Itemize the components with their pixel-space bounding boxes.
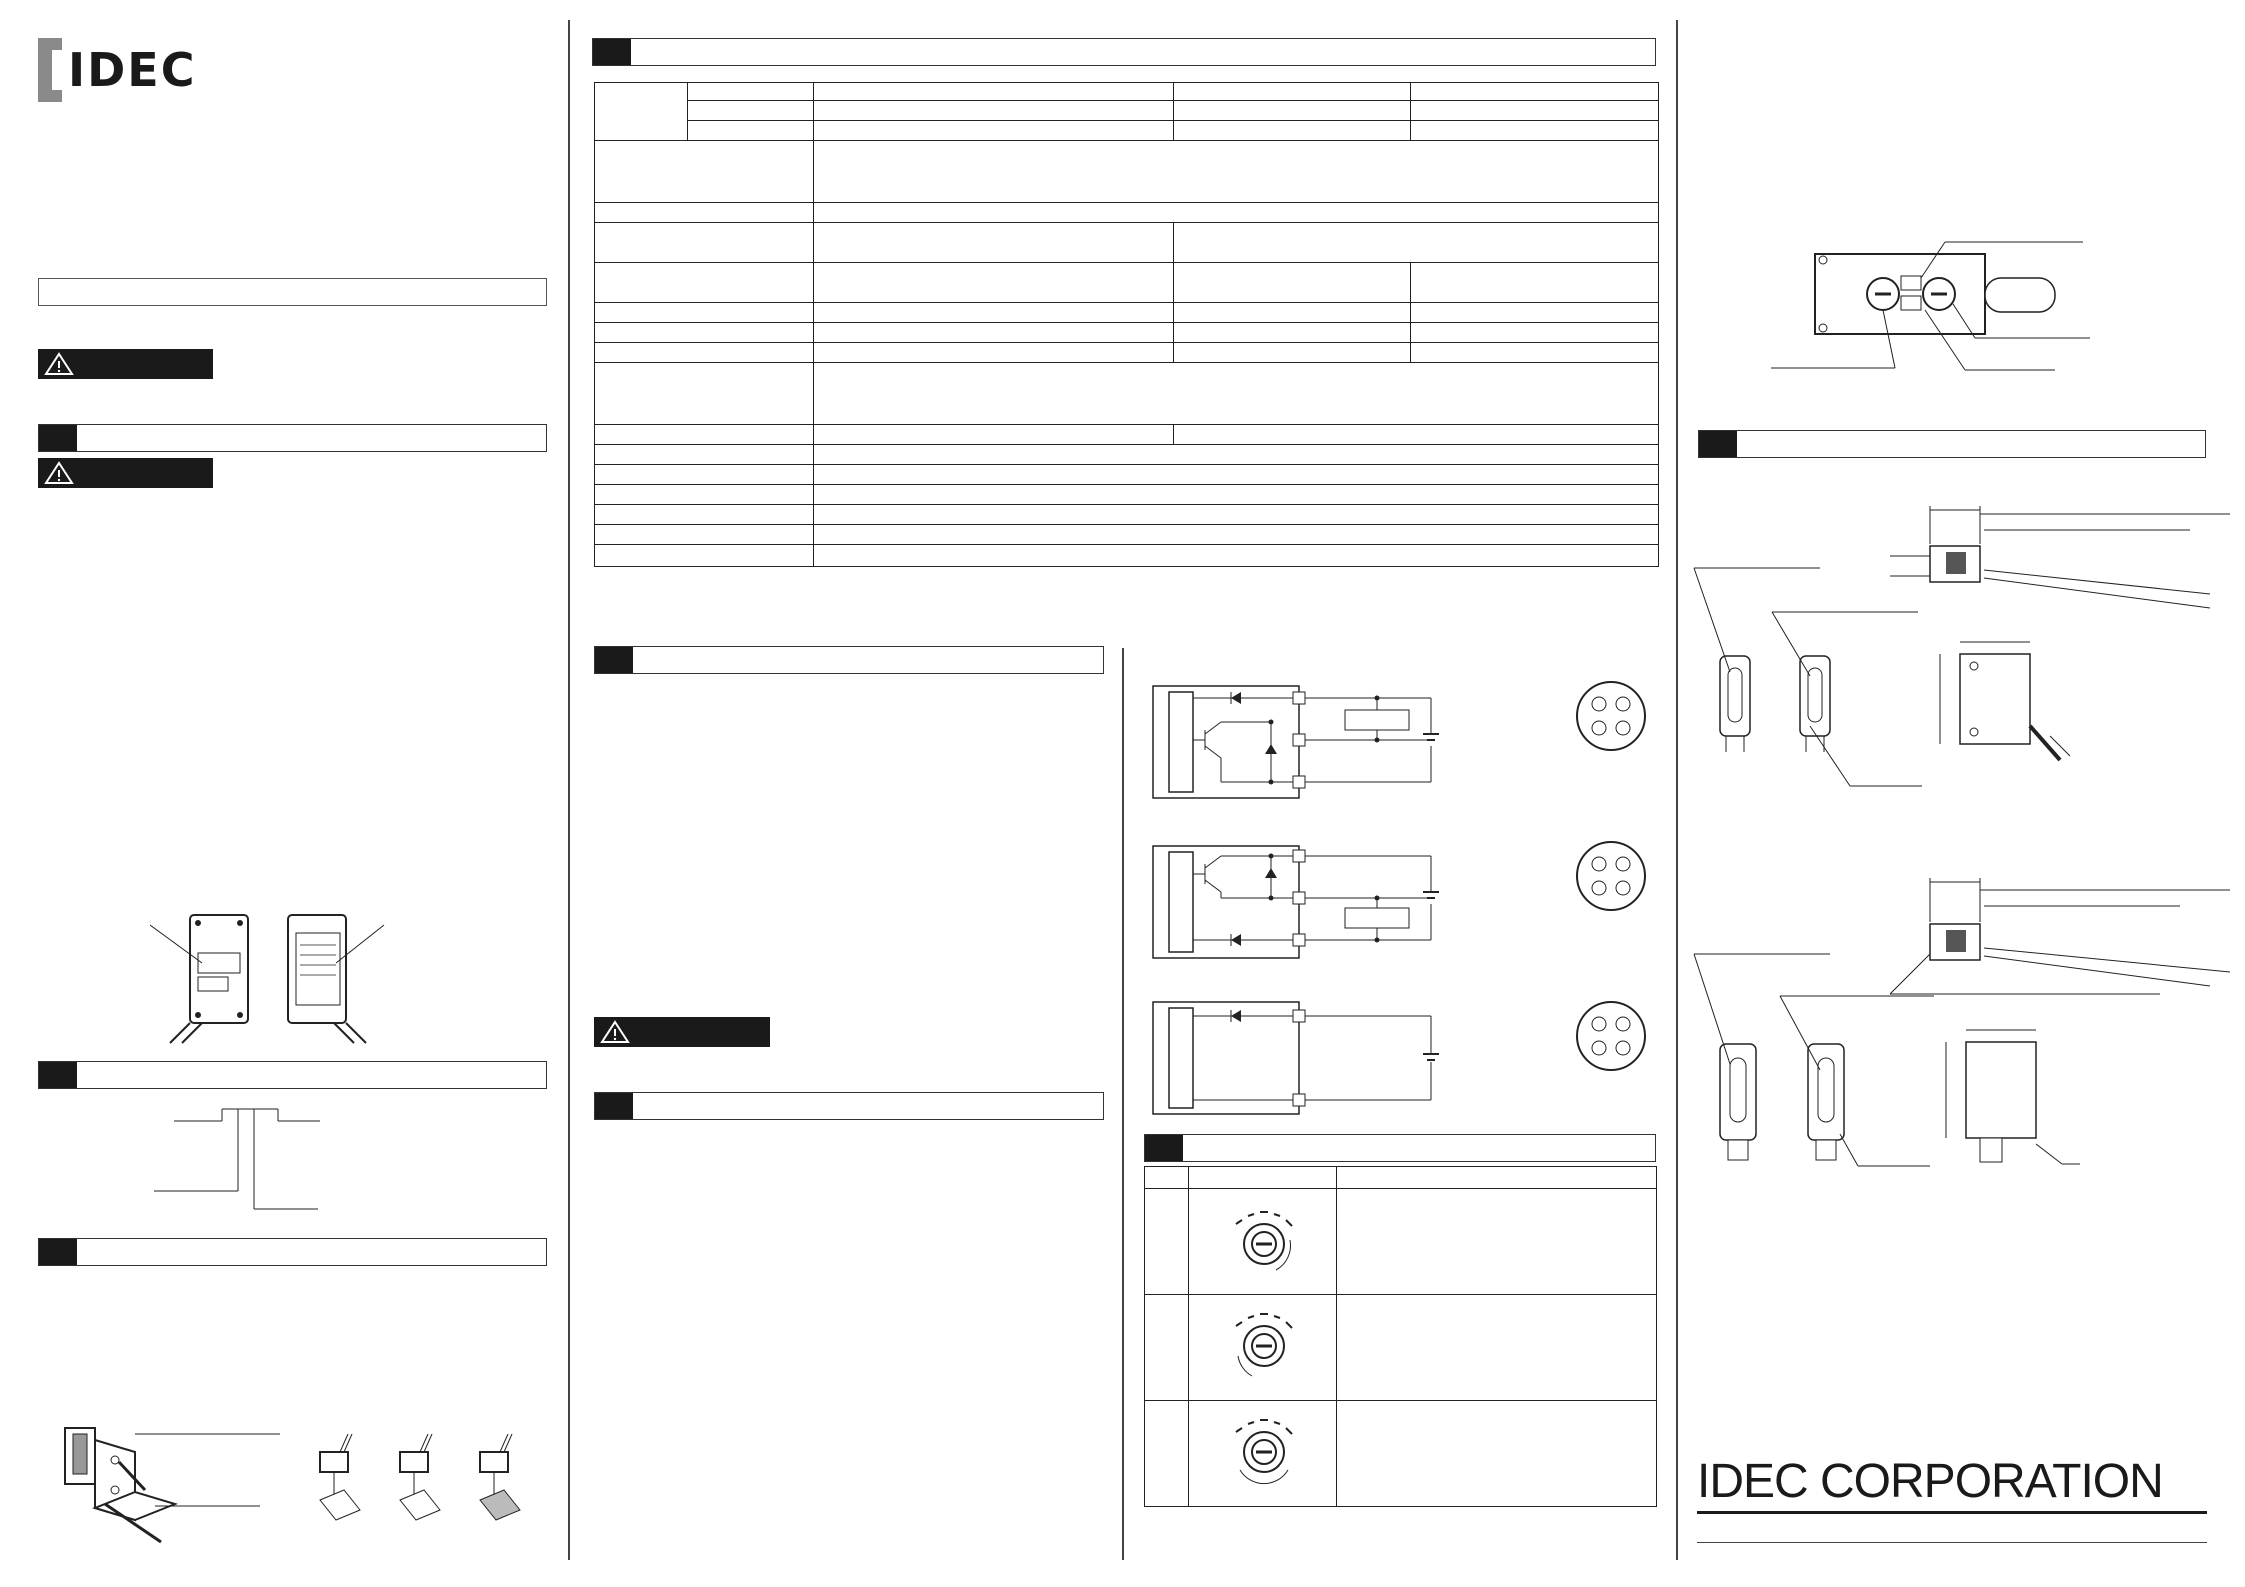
adj-cell: [1189, 1167, 1337, 1189]
spec-cell: [814, 263, 1174, 303]
spec-cell: [595, 505, 814, 525]
column-divider-3: [1676, 20, 1678, 1560]
warning-banner-1: [38, 349, 213, 379]
section-bar-precautions: [594, 1092, 1104, 1120]
section-bar-safety: [38, 424, 547, 452]
column-divider-2: [1122, 648, 1124, 1560]
spec-cell: [595, 223, 814, 263]
brand-logo: [38, 38, 196, 102]
adj-cell: [1337, 1295, 1657, 1401]
spec-cell: [1174, 121, 1411, 141]
wiring-diagram-emitter: [1145, 998, 1665, 1118]
corporation-footer: [1697, 1454, 2207, 1543]
warning-triangle-icon: [44, 352, 74, 376]
spec-cell: [1174, 101, 1411, 121]
spec-cell: [814, 323, 1174, 343]
warning-banner-2: [38, 458, 213, 488]
spec-cell: [814, 343, 1174, 363]
spec-cell: [1174, 303, 1411, 323]
section-bar-adjustment: [1144, 1134, 1656, 1162]
section-bar-specifications: [592, 38, 1656, 66]
corporation-subrule: [1697, 1542, 2207, 1543]
spec-cell: [814, 303, 1174, 323]
section-bar-notes: [594, 646, 1104, 674]
spec-cell: [1174, 425, 1659, 445]
spec-cell: [1174, 263, 1411, 303]
spec-cell: [814, 505, 1659, 525]
adj-cell: [1337, 1167, 1657, 1189]
adj-cell: [1189, 1401, 1337, 1507]
corporation-rule: [1697, 1511, 2207, 1514]
section-bar-installation: [38, 1238, 547, 1266]
dial-icon: [1190, 1296, 1338, 1394]
adjustment-table: [1144, 1166, 1657, 1507]
spec-cell: [1411, 83, 1659, 101]
detection-examples-illustration: [310, 1430, 540, 1530]
adj-cell: [1189, 1189, 1337, 1295]
spec-cell: [814, 545, 1659, 567]
specifications-table: [594, 82, 1659, 567]
spec-cell: [814, 465, 1659, 485]
spec-cell: [595, 303, 814, 323]
spec-cell: [595, 263, 814, 303]
spec-cell: [814, 363, 1659, 425]
spec-cell: [814, 141, 1659, 203]
example-2: [400, 1434, 440, 1520]
column-divider-1: [568, 20, 570, 1560]
spec-cell: [595, 343, 814, 363]
spec-cell: [814, 203, 1659, 223]
mounting-bracket-illustration: [55, 1420, 295, 1550]
dial-icon: [1190, 1190, 1338, 1288]
adj-cell: [1145, 1401, 1189, 1507]
spec-cell: [595, 445, 814, 465]
spec-cell: [688, 121, 814, 141]
dimension-drawing-set-2: [1690, 864, 2230, 1194]
dimension-drawing-set-1: [1690, 486, 2230, 796]
spec-cell: [595, 323, 814, 343]
section-bar-dimensions: [1698, 430, 2206, 458]
section-bar-model: [38, 1061, 547, 1089]
corporation-name: IDEC CORPORATION: [1697, 1455, 2163, 1508]
adj-cell: [1145, 1167, 1189, 1189]
spec-cell: [595, 485, 814, 505]
spec-cell: [595, 545, 814, 567]
spec-cell: [814, 485, 1659, 505]
spec-cell: [814, 445, 1659, 465]
spec-cell: [814, 425, 1174, 445]
adj-cell: [1337, 1189, 1657, 1295]
spec-cell: [1174, 83, 1411, 101]
spec-cell: [1411, 303, 1659, 323]
logo-mark: [38, 38, 62, 102]
spec-cell: [688, 101, 814, 121]
dial-icon: [1190, 1402, 1338, 1500]
product-name-box: [38, 278, 547, 306]
example-3: [480, 1434, 520, 1520]
wiring-diagram-npn: [1145, 678, 1665, 808]
spec-cell: [814, 83, 1174, 101]
adj-cell: [1145, 1295, 1189, 1401]
spec-cell: [595, 203, 814, 223]
spec-cell: [814, 223, 1174, 263]
spec-cell: [1174, 323, 1411, 343]
spec-cell: [595, 141, 814, 203]
spec-cell: [814, 121, 1174, 141]
spec-cell: [1411, 343, 1659, 363]
type-number-diagram: [150, 1105, 330, 1215]
spec-cell: [1411, 121, 1659, 141]
adj-cell: [1337, 1401, 1657, 1507]
spec-cell: [1411, 323, 1659, 343]
adj-cell: [1189, 1295, 1337, 1401]
spec-cell: [595, 363, 814, 425]
spec-cell: [595, 525, 814, 545]
sensor-top-view-diagram: [1765, 238, 2095, 378]
warning-triangle-icon: [600, 1020, 630, 1044]
spec-cell: [1174, 343, 1411, 363]
warning-triangle-icon: [44, 461, 74, 485]
spec-cell: [595, 425, 814, 445]
logo-text: IDEC: [68, 43, 197, 97]
wiring-diagram-pnp: [1145, 838, 1665, 968]
spec-cell: [1411, 101, 1659, 121]
warning-banner-3: [594, 1017, 770, 1047]
spec-cell: [814, 525, 1659, 545]
example-1: [320, 1434, 360, 1520]
spec-cell: [1411, 263, 1659, 303]
spec-cell: [1174, 223, 1659, 263]
spec-cell: [814, 101, 1174, 121]
sensor-label-illustration: [150, 905, 390, 1045]
spec-cell: [688, 83, 814, 101]
spec-cell: [595, 83, 688, 141]
adj-cell: [1145, 1189, 1189, 1295]
spec-cell: [595, 465, 814, 485]
